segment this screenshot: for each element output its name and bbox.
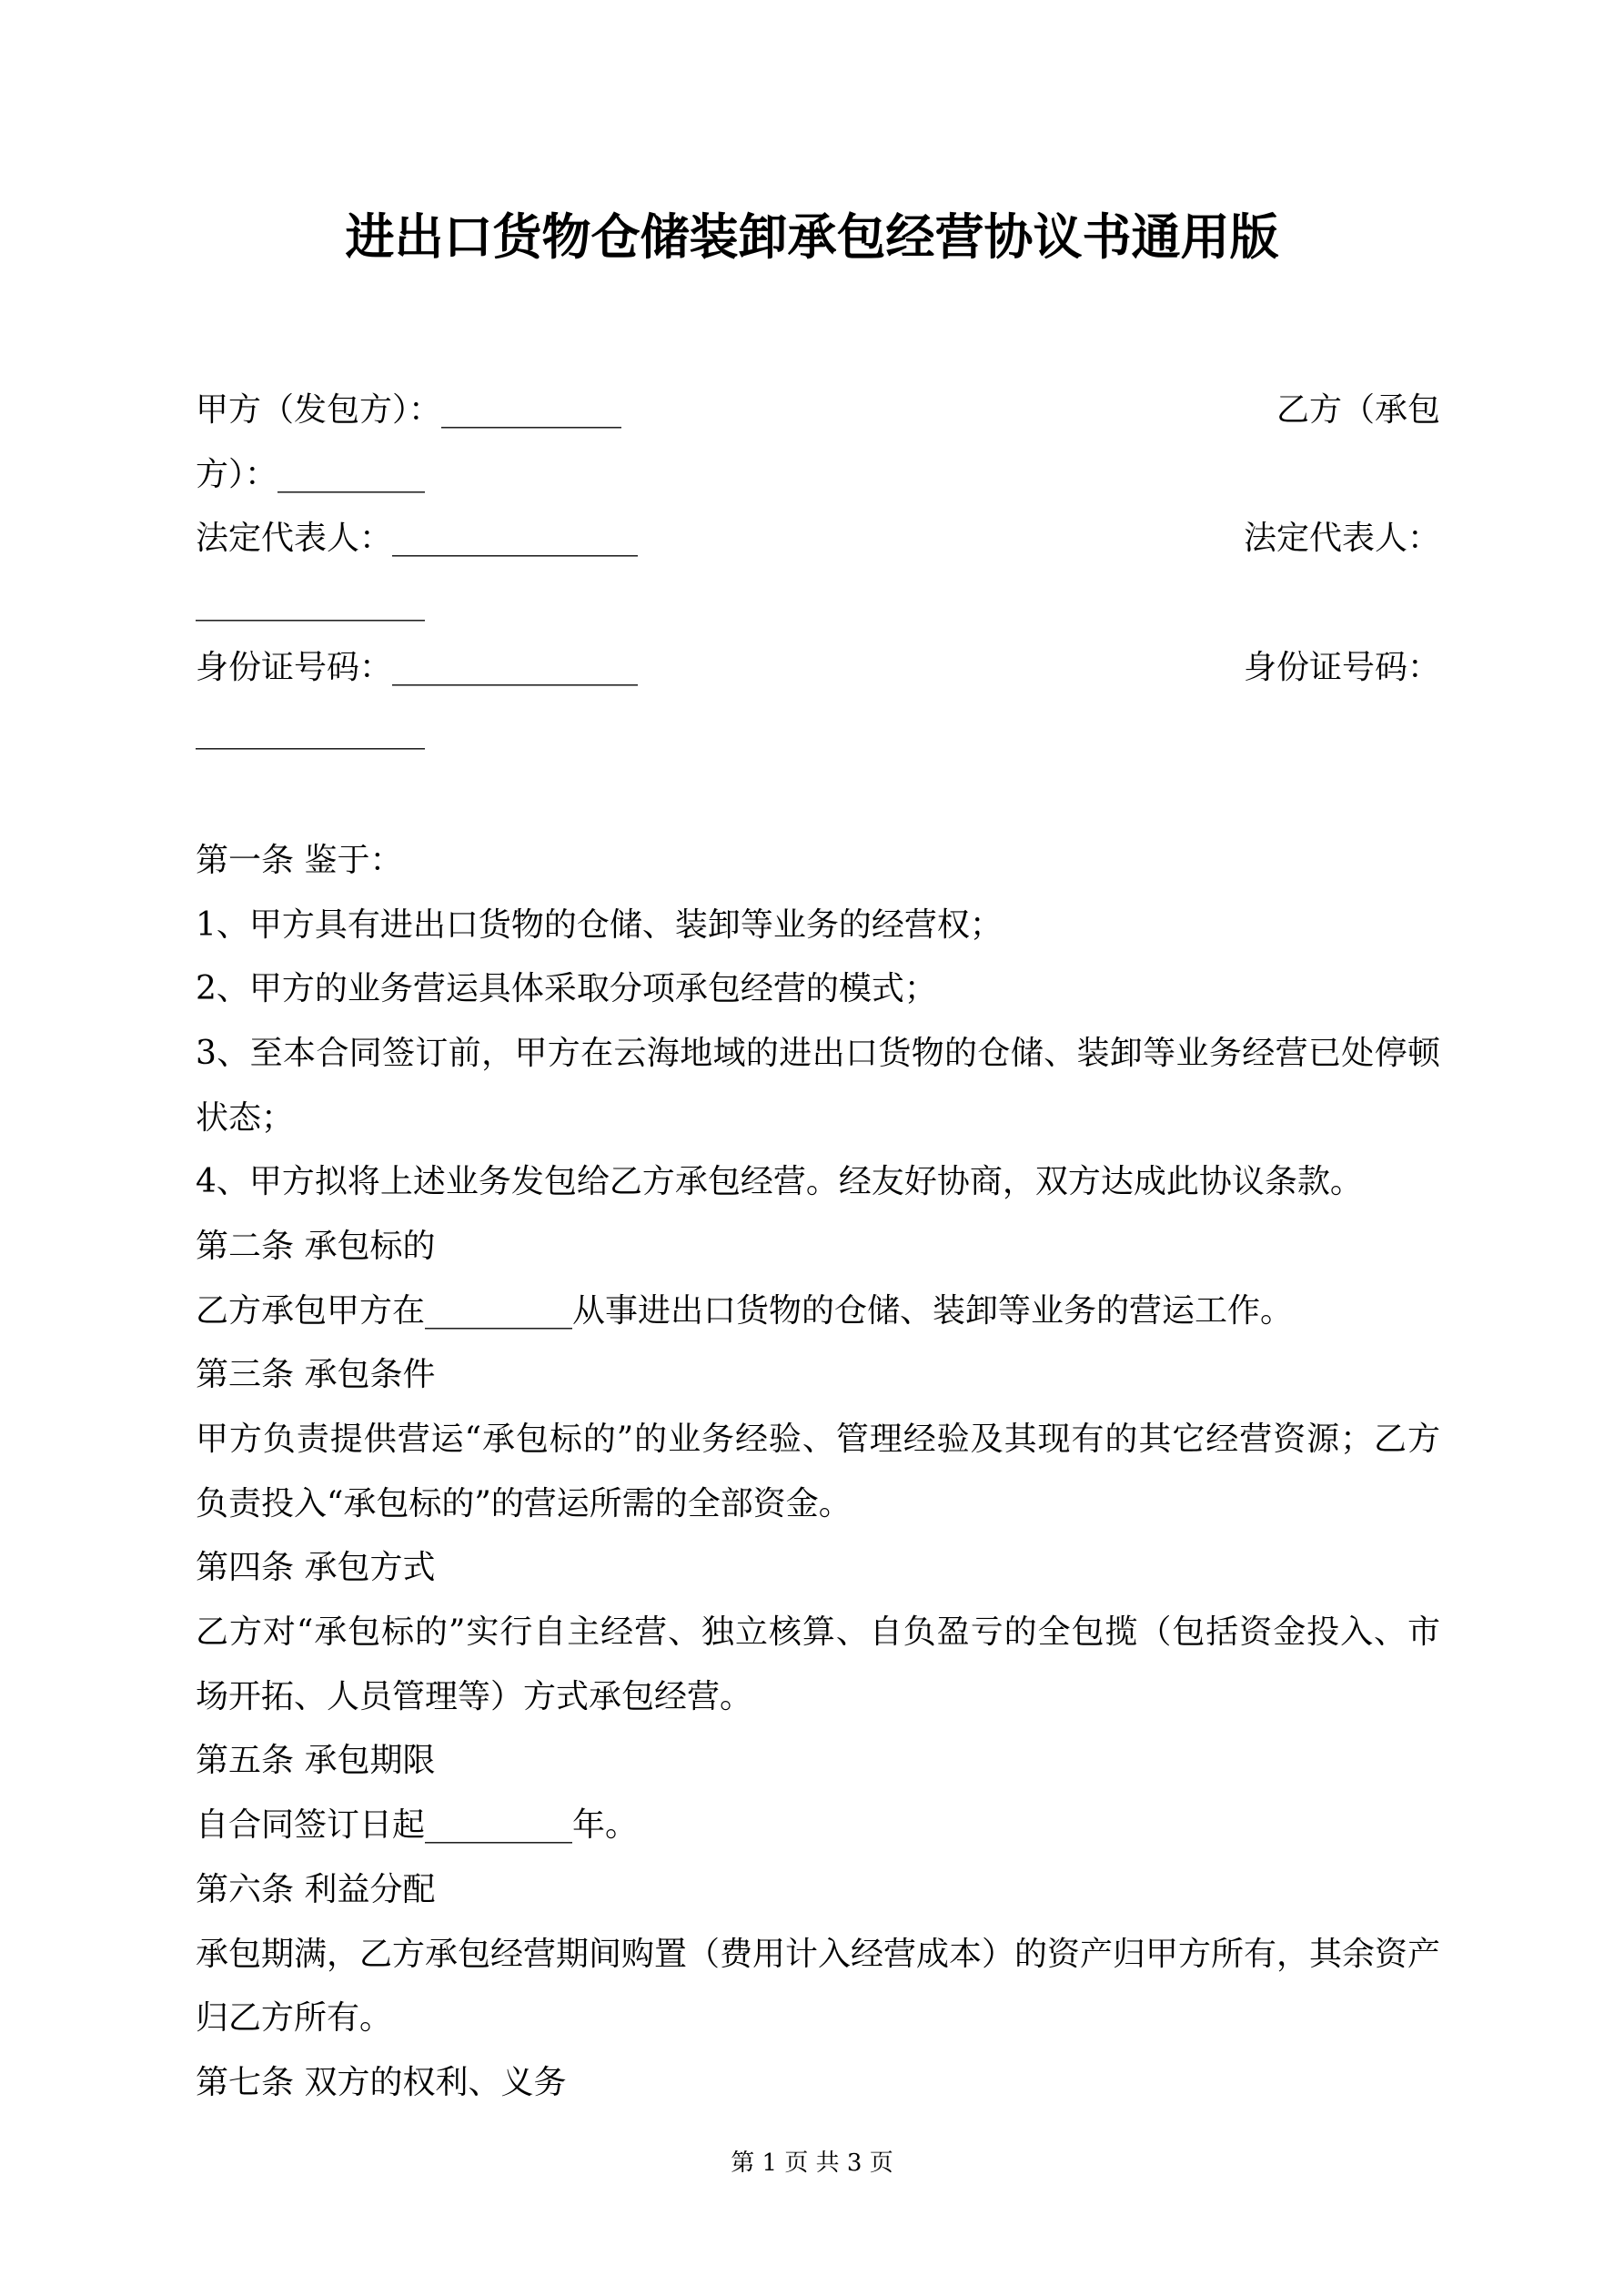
document-title: 进出口货物仓储装卸承包经营协议书通用版: [345, 207, 1279, 266]
party-b-label: 乙方（承包: [1276, 391, 1440, 429]
legal-rep-b-label: 法定代表人：: [1243, 520, 1440, 558]
id-number-b-continuation: [196, 700, 1440, 764]
party-a-label: 甲方（发包方）：: [196, 391, 442, 429]
id-number-b-label: 身份证号码：: [1243, 648, 1440, 686]
article-1-item-3-line-2: 状态；: [196, 1098, 295, 1137]
article-6-text-line-2: 归乙方所有。: [196, 1999, 393, 2038]
article-6-text-line-1: 承包期满，乙方承包经营期间购置（费用计入经营成本）的资产归甲方所有，其余资产: [196, 1935, 1440, 1973]
legal-rep-row: [196, 507, 1440, 571]
id-number-a-label: 身份证号码：: [196, 648, 393, 686]
document-body: [196, 379, 1440, 2116]
id-number-a-blank: _______________: [392, 648, 639, 686]
blank-line: [196, 764, 1440, 829]
article-4-heading: 第四条 承包方式: [196, 1549, 436, 1587]
article-2-text: 乙方承包甲方在_________从事进出口货物的仓储、装卸等业务的营运工作。: [196, 1291, 1294, 1330]
legal-rep-a-blank: _______________: [392, 520, 639, 558]
party-a-blank: ___________: [441, 391, 622, 429]
article-1-heading: 第一条 鉴于：: [196, 841, 403, 879]
id-number-a-field: [196, 636, 638, 701]
party-row: [196, 379, 1440, 443]
page-number-footer: 第 1 页 共 3 页: [731, 2149, 893, 2177]
legal-rep-a-field: [196, 507, 638, 571]
legal-rep-b-continuation: [196, 571, 1440, 636]
article-7-heading: 第七条 双方的权利、义务: [196, 2063, 567, 2101]
party-b-continuation: [196, 443, 1440, 508]
id-number-row: [196, 636, 1440, 701]
article-5-text: 自合同签订日起_________年。: [196, 1806, 639, 1845]
article-4-text-line-2: 场开拓、人员管理等）方式承包经营。: [196, 1677, 753, 1715]
article-2-heading: 第二条 承包标的: [196, 1227, 436, 1265]
legal-rep-a-label: 法定代表人：: [196, 520, 393, 558]
article-3-text-line-1: 甲方负责提供营运“承包标的”的业务经验、管理经验及其现有的其它经营资源；乙方: [196, 1421, 1440, 1458]
article-1-item-3-line-1: 3、至本合同签订前，甲方在云海地域的进出口货物的仓储、装卸等业务经营已处停顿: [196, 1034, 1440, 1072]
article-1-item-2: 2、甲方的业务营运具体采取分项承包经营的模式；: [196, 970, 937, 1008]
legal-rep-b-blank: ______________: [196, 584, 425, 622]
party-b-label-continued: 方）：: [196, 455, 278, 493]
id-number-b-blank: ______________: [196, 713, 425, 751]
party-b-blank: _________: [277, 455, 426, 493]
article-1-item-1: 1、甲方具有进出口货物的仓储、装卸等业务的经营权；: [196, 905, 1003, 944]
article-5-heading: 第五条 承包期限: [196, 1742, 436, 1780]
party-a-field: [196, 379, 621, 443]
article-1-item-4: 4、甲方拟将上述业务发包给乙方承包经营。经友好协商，双方达成此协议条款。: [196, 1163, 1363, 1201]
article-3-text-line-2: 负责投入“承包标的”的营运所需的全部资金。: [196, 1484, 852, 1522]
article-3-heading: 第三条 承包条件: [196, 1356, 436, 1394]
article-4-text-line-1: 乙方对“承包标的”实行自主经营、独立核算、自负盈亏的全包揽（包括资金投入、市: [196, 1613, 1440, 1652]
article-6-heading: 第六条 利益分配: [196, 1870, 436, 1908]
